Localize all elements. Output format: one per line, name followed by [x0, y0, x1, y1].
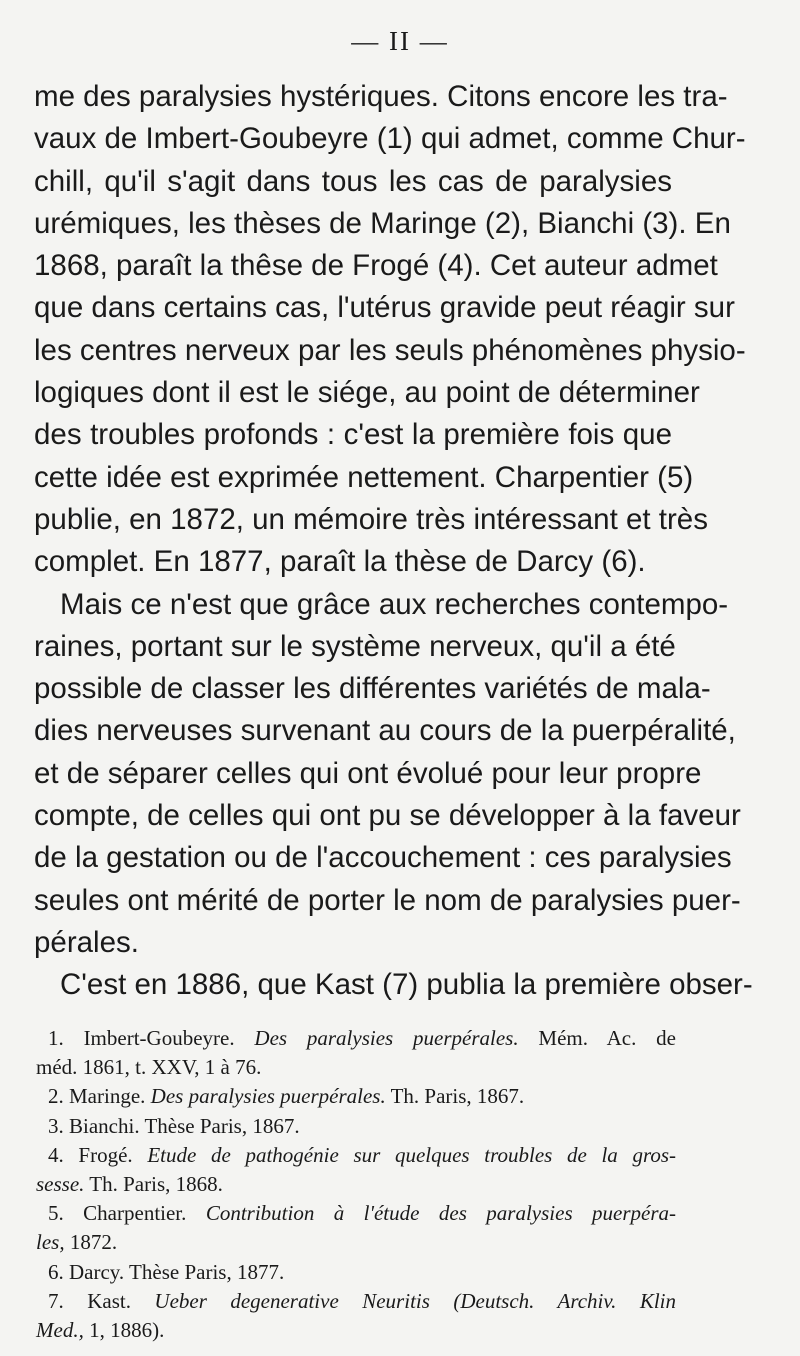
text-line: urémiques, les thèses de Maringe (2), Bianchi (3). En: [34, 206, 731, 240]
paragraph: [34, 584, 741, 965]
paragraph: [34, 964, 753, 1006]
footnote-text: Darcy. Thèse Paris, 1877.: [69, 1259, 285, 1284]
footnote-text: Bianchi. Thèse Paris, 1867.: [69, 1113, 300, 1138]
text-line: cette idée est exprimée nettement. Charpentier (5): [34, 460, 694, 494]
footnote-title: Des paralysies puerpérales.: [150, 1084, 386, 1109]
footnote-5: [36, 1199, 676, 1228]
text-line: vaux de Imbert-Goubeyre (1) qui admet, comme Chur-: [34, 122, 746, 156]
footnotes: [36, 1024, 676, 1345]
text-line: de la gestation ou de l'accouchement : ces paralysies: [34, 841, 732, 875]
footnote-author: Frogé.: [78, 1142, 133, 1167]
footnote-title: les,: [36, 1230, 65, 1255]
footnote-author: Kast.: [87, 1288, 131, 1313]
text-line: les centres nerveux par les seuls phénomènes physio-: [34, 333, 746, 367]
footnote-number: 2.: [48, 1084, 64, 1109]
text-line: me des paralysies hystériques. Citons encore les tra-: [34, 80, 728, 113]
footnote-1-continued: méd. 1861, t. XXV, 1 à 76.: [36, 1055, 262, 1080]
footnote-6: [36, 1258, 676, 1287]
footnote-5-continued: [36, 1228, 676, 1257]
footnote-4: [36, 1141, 676, 1170]
text-line: publie, en 1872, un mémoire très intéressant et très: [34, 502, 708, 536]
text-line: complet. En 1877, paraît la thèse de Darcy (6).: [34, 545, 646, 579]
footnote-title: Etude de pathogénie sur quelques troubles de la gros-: [147, 1142, 677, 1167]
text-line: et de séparer celles qui ont évolué pour leur propre: [34, 756, 702, 790]
paragraph: [34, 76, 746, 584]
footnote-number: 6.: [48, 1259, 64, 1284]
footnote-title: sesse.: [36, 1172, 85, 1197]
text-line: seules ont mérité de porter le nom de paralysies puer-: [34, 883, 741, 917]
text-line: pérales.: [34, 925, 139, 959]
footnote-title: Contribution à l'étude des paralysies puerpéra-: [205, 1201, 677, 1226]
footnote-7-continued: [36, 1316, 676, 1345]
footnote-title: Ueber degenerative Neuritis: [154, 1288, 430, 1313]
text-line: que dans certains cas, l'utérus gravide peut réagir sur: [34, 291, 735, 325]
footnote-text: 1, 1886).: [89, 1318, 165, 1343]
footnote-text: Mém. Ac. de: [538, 1026, 676, 1050]
footnote-text: Th. Paris, 1867.: [390, 1084, 525, 1109]
footnote-number: 1.: [48, 1026, 64, 1050]
footnote-title: Des paralysies puerpérales.: [254, 1026, 519, 1050]
footnote-1: [36, 1024, 676, 1053]
footnote-text: 1872.: [69, 1230, 118, 1255]
footnote-title: Med.,: [36, 1318, 84, 1343]
text-line: Mais ce n'est que grâce aux recherches contempo-: [60, 587, 729, 621]
text-line: chill, qu'il s'agit dans tous les cas de paralysies: [34, 164, 672, 198]
footnote-number: 4.: [48, 1142, 64, 1167]
footnote-2: [36, 1082, 676, 1111]
footnote-author: Maringe.: [69, 1084, 146, 1109]
text-line: possible de classer les différentes variétés de mala-: [34, 672, 711, 706]
text-line: C'est en 1886, que Kast (7) publia la première obser-: [60, 968, 753, 1002]
footnote-4-continued: [36, 1170, 676, 1199]
footnote-author: Charpentier.: [83, 1201, 187, 1226]
footnote-number: 7.: [48, 1288, 64, 1313]
text-line: compte, de celles qui ont pu se développer à la faveur: [34, 799, 741, 833]
page-number: — II —: [351, 26, 449, 56]
footnote-7: [36, 1287, 676, 1316]
footnote-author: Imbert-Goubeyre.: [83, 1026, 235, 1050]
footnote-title: (Deutsch. Archiv. Klin: [453, 1288, 676, 1313]
footnote-number: 3.: [48, 1113, 64, 1138]
body-text: [34, 76, 753, 1007]
footnote-text: Th. Paris, 1868.: [89, 1172, 223, 1197]
footnote-number: 5.: [48, 1201, 64, 1226]
text-line: logiques dont il est le siége, au point de déterminer: [34, 376, 700, 410]
text-line: 1868, paraît la thêse de Frogé (4). Cet auteur admet: [34, 249, 718, 283]
text-line: raines, portant sur le système nerveux, qu'il a été: [34, 629, 676, 663]
footnote-3: [36, 1112, 676, 1141]
text-line: dies nerveuses survenant au cours de la puerpéralité,: [34, 714, 736, 748]
text-line: des troubles profonds : c'est la première fois que: [34, 418, 672, 452]
